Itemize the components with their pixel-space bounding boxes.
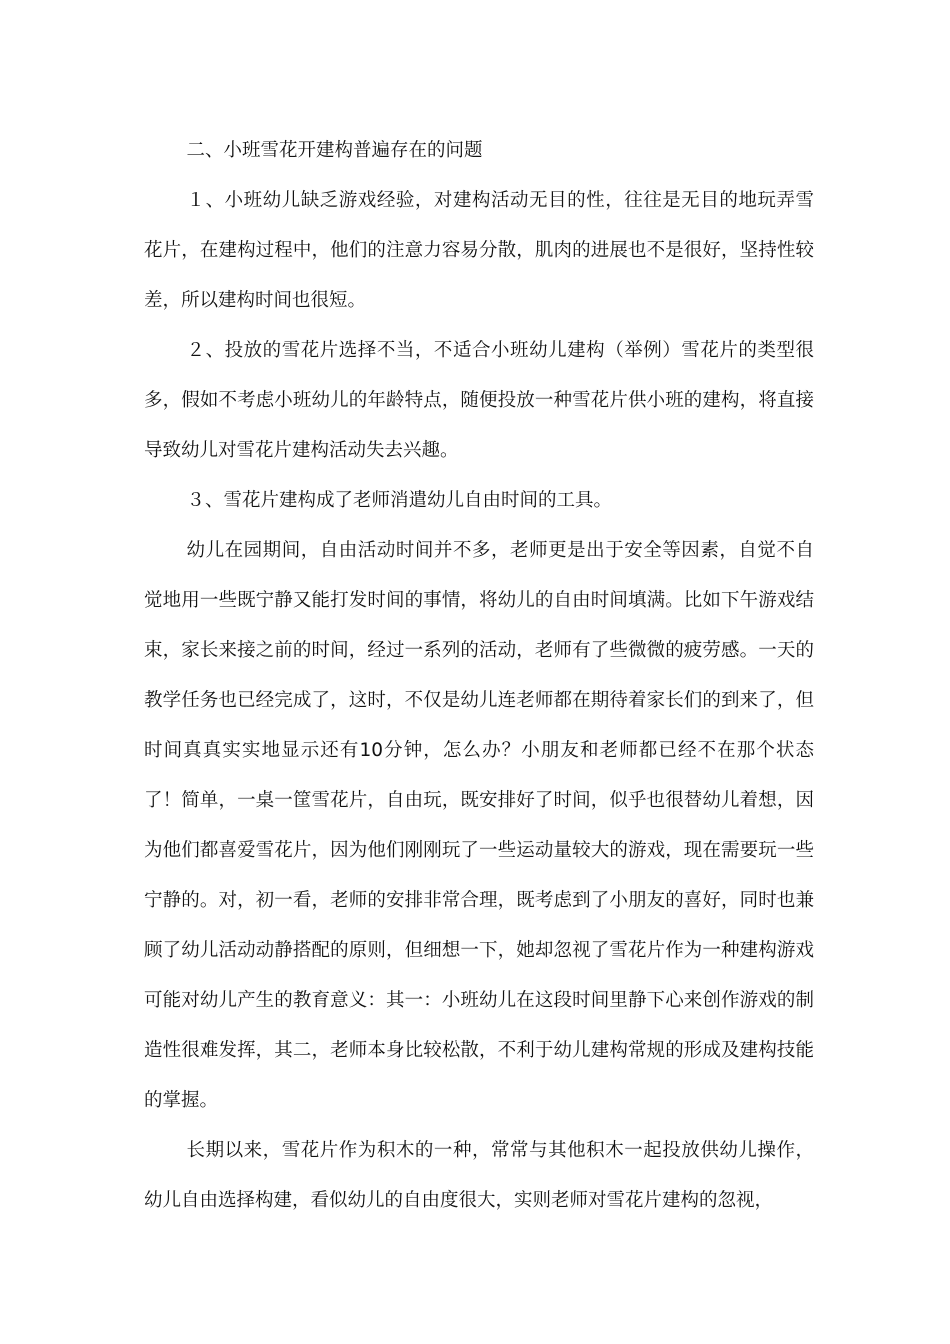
section-heading: 二、小班雪花开建构普遍存在的问题	[186, 140, 483, 161]
paragraph-issue-2: ２、投放的雪花片选择不当，不适合小班幼儿建构（举例）雪花片的类型很多，假如不考虑小班幼儿的年龄特点，随便投放一种雪花片供小班的建构，将直接导致幼儿对雪花片建构活动失去兴趣。	[144, 340, 814, 461]
paragraph-issue-1: １、小班幼儿缺乏游戏经验，对建构活动无目的性，往往是无目的地玩弄雪花片，在建构过程中，他们的注意力容易分散，肌肉的进展也不是很好，坚持性较差，所以建构时间也很短。	[144, 190, 814, 311]
paragraph-issue-3: ３、雪花片建构成了老师消遣幼儿自由时间的工具。	[186, 490, 613, 511]
paragraph-free-time: 幼儿在园期间，自由活动时间并不多，老师更是出于安全等因素，自觉不自觉地用一些既宁静又能打发时间的事情，将幼儿的自由时间填满。比如下午游戏结束，家长来接之前的时间，经过一系列的活动，老师有了些微微的疲劳感。一天的教学任务也已经完成了，这时，不仅是幼儿连老师都在期待着家长们的到来了，但时间真真实实地显示还有10分钟，怎么办？小朋友和老师都已经不在那个状态了！简单，一桌一筐雪花片，自由玩，既安排好了时间，似乎也很替幼儿着想，因为他们都喜爱雪花片，因为他们刚刚玩了一些运动量较大的游戏，现在需要玩一些宁静的。对，初一看，老师的安排非常合理，既考虑到了小朋友的喜好，同时也兼顾了幼儿活动动静搭配的原则，但细想一下，她却忽视了雪花片作为一种建构游戏可能对幼儿产生的教育意义：其一：小班幼儿在这段时间里静下心来创作游戏的制造性很难发挥，其二，老师本身比较松散，不利于幼儿建构常规的形成及建构技能的掌握。	[144, 540, 814, 1111]
document-body	[144, 126, 814, 1226]
paragraph-long-term: 长期以来，雪花片作为积木的一种，常常与其他积木一起投放供幼儿操作，幼儿自由选择构建，看似幼儿的自由度很大，实则老师对雪花片建构的忽视，	[144, 1140, 814, 1211]
